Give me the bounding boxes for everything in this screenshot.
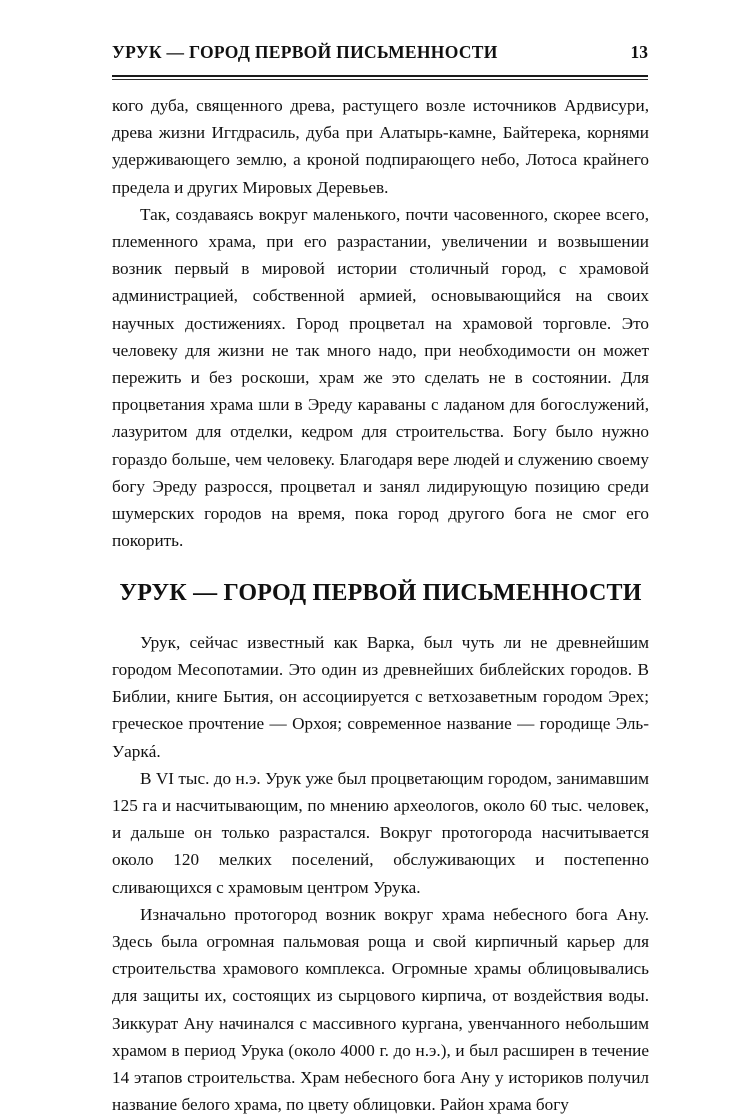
title-space-above <box>112 554 649 580</box>
running-head-row <box>112 44 648 70</box>
page-number: 13 <box>630 42 648 62</box>
running-head <box>112 44 648 80</box>
running-head-title: УРУК — ГОРОД ПЕРВОЙ ПИСЬМЕННОСТИ <box>112 42 498 62</box>
paragraph: Урук, сейчас известный как Варка, был чуть ли не древнейшим городом Месопотамии. Это один из древнейших библейских городов. В Библии, книге Бытия, он ассоциируется с ветхозаветным городом Эрех; греческое прочтение — Орхоя; современное название — городище Эль-Уаркá. <box>112 632 649 761</box>
header-rule-thick <box>112 75 648 77</box>
section-heading: УРУК — ГОРОД ПЕРВОЙ ПИСЬМЕННОСТИ <box>119 580 642 607</box>
header-rule-thin <box>112 79 648 80</box>
text-block <box>112 92 649 1119</box>
paragraph: В VI тыс. до н.э. Урук уже был процветающим городом, занимавшим 125 га и насчитывающим, по мнению археологов, около 60 тыс. человек, и дальше он только разрастался. Вокруг протогорода насчитывается около 120 мелких поселений, обслуживающих и постепенно сливающихся с храмовым центром Урука. <box>112 768 649 897</box>
paragraph: Так, создаваясь вокруг маленького, почти часовенного, скорее всего, племенного храма, при его разрастании, увеличении и возвышении возник первый в мировой истории столичный город, с храмовой администрацией, собственной армией, основывающийся на своих научных достижениях. Город процветал на храмовой торговле. Это человеку для жизни не так много надо, при необходимости он может пережить и без роскоши, храм же это сделать не в состоянии. Для процветания храма шли в Эреду караваны с ладаном для богослужений, лазуритом для отделки, кедром для строительства. Богу было нужно гораздо больше, чем человеку. Благодаря вере людей и служению своему богу Эреду разросся, процветал и занял лидирующую позицию среди шумерских городов на время, пока город другого бога не смог его покорить. <box>112 204 649 551</box>
paragraph: Изначально протогород возник вокруг храма небесного бога Ану. Здесь была огромная пальмовая роща и свой кирпичный карьер для строительства храмового комплекса. Огромные храмы облицовывались для защиты их, состоящих из сырцового кирпича, от воздействия воды. Зиккурат Ану начинался с массивного кургана, увенчанного небольшим храмом в период Урука (около 4000 г. до н.э.), и был расширен в течение 14 этапов строительства. Храм небесного бога Ану у историков получил название белого храма, по цвету облицовки. Район храма богу <box>112 904 649 1115</box>
title-space-below <box>112 607 649 629</box>
paragraph-continuation: кого дуба, священного древа, растущего возле источников Ардвисури, древа жизни Иггдрасиль, дуба при Алатырь-камне, Байтерека, корнями удерживающего землю, а кроной подпирающего небо, Лотоса крайнего предела и других Мировых Деревьев. <box>112 96 649 197</box>
